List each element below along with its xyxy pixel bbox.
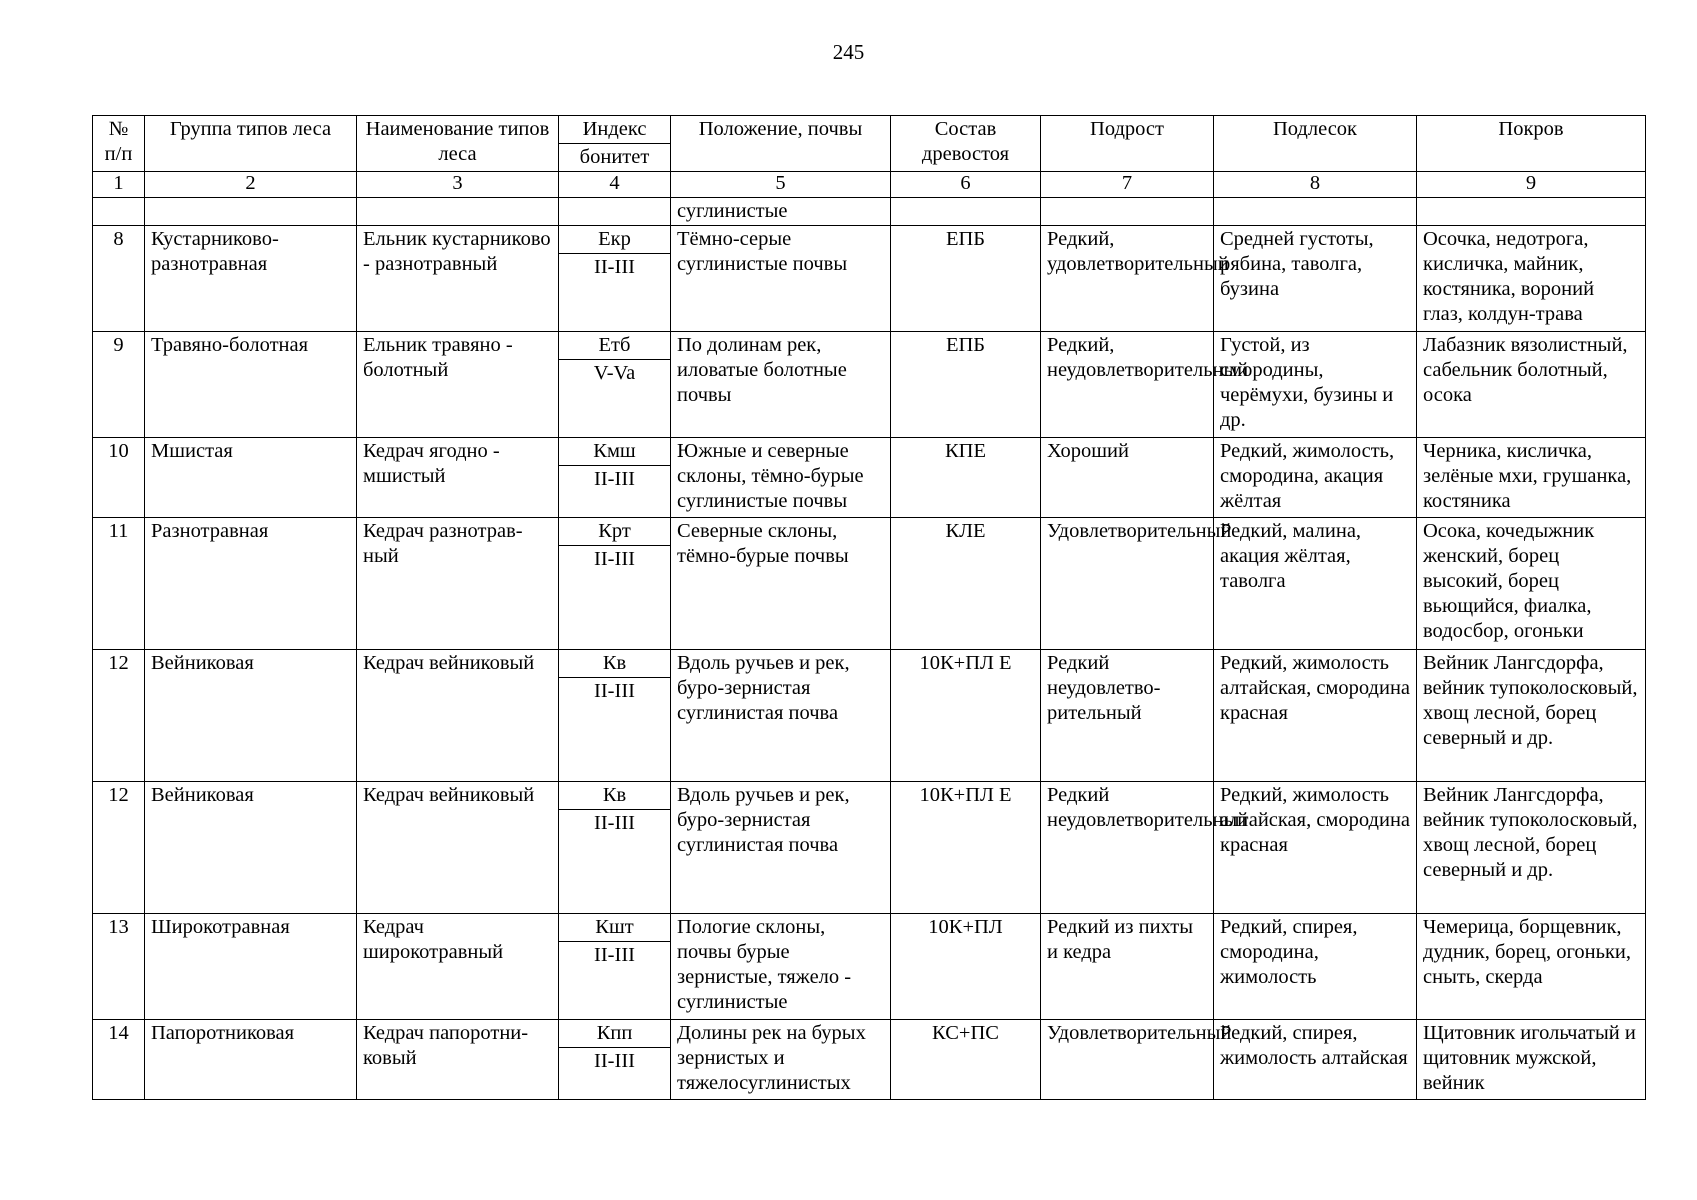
header-soil: Положение, почвы <box>671 116 891 172</box>
row-number: 11 <box>93 518 145 650</box>
forest-type-name: Кедрач разнотрав-ный <box>357 518 559 650</box>
table-row <box>93 650 1646 678</box>
forest-type-name: Ельник травяно - болотный <box>357 332 559 438</box>
soil-position: Южные и северные склоны, тёмно-бурые суглинистые почвы <box>671 438 891 518</box>
underwood: Редкий, спирея, смородина, жимолость <box>1214 914 1417 1020</box>
empty-cell <box>93 198 145 226</box>
empty-cell <box>891 198 1041 226</box>
bonitet: V-Va <box>559 360 671 438</box>
bonitet: II-III <box>559 546 671 650</box>
forest-type-name: Кедрач вейниковый <box>357 782 559 914</box>
soil-position: Долины рек на бурых зернистых и тяжелосуглинистых <box>671 1020 891 1100</box>
empty-cell <box>1041 198 1214 226</box>
header-cover: Покров <box>1417 116 1646 172</box>
soil-position: По долинам рек, иловатые болотные почвы <box>671 332 891 438</box>
header-underwood: Подлесок <box>1214 116 1417 172</box>
ground-cover: Осочка, недотрога, кисличка, майник, костяника, вороний глаз, колдун-трава <box>1417 226 1646 332</box>
ground-cover: Щитовник игольчатый и щитовник мужской, вейник <box>1417 1020 1646 1100</box>
stand-composition: ЕПБ <box>891 332 1041 438</box>
header-index: Индекс <box>559 116 671 144</box>
stand-composition: 10К+ПЛ Е <box>891 650 1041 782</box>
forest-group: Вейниковая <box>145 650 357 782</box>
table-body <box>93 226 1646 1100</box>
header-num: № п/п <box>93 116 145 172</box>
soil-position: Тёмно-серые суглинистые почвы <box>671 226 891 332</box>
stand-composition: 10К+ПЛ <box>891 914 1041 1020</box>
bonitet: II-III <box>559 678 671 782</box>
bonitet: II-III <box>559 254 671 332</box>
row-number: 13 <box>93 914 145 1020</box>
stand-composition: КС+ПС <box>891 1020 1041 1100</box>
undergrowth: Редкий из пихты и кедра <box>1041 914 1214 1020</box>
ground-cover: Чемерица, борщевник, дудник, борец, огоньки, сныть, скерда <box>1417 914 1646 1020</box>
underwood: Редкий, жимолость алтайская, смородина красная <box>1214 650 1417 782</box>
table-row <box>93 782 1646 810</box>
row-number: 9 <box>93 332 145 438</box>
row-number: 12 <box>93 650 145 782</box>
empty-cell <box>1214 198 1417 226</box>
header-composition: Состав древостоя <box>891 116 1041 172</box>
column-number-row <box>93 172 1646 198</box>
soil-position: Вдоль ручьев и рек, буро-зернистая суглинистая почва <box>671 782 891 914</box>
forest-type-name: Кедрач широкотравный <box>357 914 559 1020</box>
undergrowth: Редкий, неудовлетворительный <box>1041 332 1214 438</box>
row-number: 14 <box>93 1020 145 1100</box>
empty-cell <box>559 198 671 226</box>
forest-group: Мшистая <box>145 438 357 518</box>
column-number: 7 <box>1041 172 1214 198</box>
row-number: 12 <box>93 782 145 914</box>
forest-index: Кмш <box>559 438 671 466</box>
forest-types-table <box>92 115 1646 1100</box>
underwood: Средней густоты, рябина, таволга, бузина <box>1214 226 1417 332</box>
forest-type-name: Ельник кустарниково - разнотравный <box>357 226 559 332</box>
column-number: 2 <box>145 172 357 198</box>
ground-cover: Осока, кочедыжник женский, борец высокий, борец вьющийся, фиалка, водосбор, огоньки <box>1417 518 1646 650</box>
stand-composition: ЕПБ <box>891 226 1041 332</box>
soil-position: Северные склоны, тёмно-бурые почвы <box>671 518 891 650</box>
column-number: 6 <box>891 172 1041 198</box>
table-row <box>93 518 1646 546</box>
undergrowth: Редкий неудовлетво-рительный <box>1041 650 1214 782</box>
bonitet: II-III <box>559 942 671 1020</box>
stand-composition: 10К+ПЛ Е <box>891 782 1041 914</box>
ground-cover: Лабазник вязолистный, сабельник болотный, осока <box>1417 332 1646 438</box>
undergrowth: Редкий неудовлетворительный <box>1041 782 1214 914</box>
empty-cell <box>357 198 559 226</box>
header-group: Группа типов леса <box>145 116 357 172</box>
page-number: 245 <box>832 40 865 64</box>
bonitet: II-III <box>559 466 671 518</box>
forest-group: Папоротниковая <box>145 1020 357 1100</box>
column-number: 9 <box>1417 172 1646 198</box>
empty-cell <box>1417 198 1646 226</box>
forest-index: Кшт <box>559 914 671 942</box>
table-row <box>93 438 1646 466</box>
bonitet: II-III <box>559 810 671 914</box>
ground-cover: Вейник Лангсдорфа, вейник тупоколосковый, хвощ лесной, борец северный и др. <box>1417 782 1646 914</box>
forest-index: Екр <box>559 226 671 254</box>
underwood: Густой, из смородины, черёмухи, бузины и др. <box>1214 332 1417 438</box>
column-number: 8 <box>1214 172 1417 198</box>
stand-composition: КЛЕ <box>891 518 1041 650</box>
forest-type-name: Кедрач ягодно - мшистый <box>357 438 559 518</box>
soil-position: Пологие склоны, почвы бурые зернистые, тяжело - суглинистые <box>671 914 891 1020</box>
forest-type-name: Кедрач папоротни-ковый <box>357 1020 559 1100</box>
forest-index: Кв <box>559 650 671 678</box>
soil-position: Вдоль ручьев и рек, буро-зернистая суглинистая почва <box>671 650 891 782</box>
forest-group: Широкотравная <box>145 914 357 1020</box>
undergrowth: Хороший <box>1041 438 1214 518</box>
header-bonitet: бонитет <box>559 144 671 172</box>
undergrowth: Удовлетворительный <box>1041 1020 1214 1100</box>
underwood: Редкий, жимолость алтайская, смородина красная <box>1214 782 1417 914</box>
table-row <box>93 332 1646 360</box>
forest-type-name: Кедрач вейниковый <box>357 650 559 782</box>
forest-group: Вейниковая <box>145 782 357 914</box>
underwood: Редкий, жимолость, смородина, акация жёлтая <box>1214 438 1417 518</box>
ground-cover: Черника, кисличка, зелёные мхи, грушанка, костяника <box>1417 438 1646 518</box>
bonitet: II-III <box>559 1048 671 1100</box>
header-row <box>93 116 1646 144</box>
column-number: 5 <box>671 172 891 198</box>
underwood: Редкий, спирея, жимолость алтайская <box>1214 1020 1417 1100</box>
forest-index: Крт <box>559 518 671 546</box>
row-number: 10 <box>93 438 145 518</box>
forest-group: Разнотравная <box>145 518 357 650</box>
row-number: 8 <box>93 226 145 332</box>
continuation-row <box>93 198 1646 226</box>
forest-group: Кустарниково-разнотравная <box>145 226 357 332</box>
ground-cover: Вейник Лангсдорфа, вейник тупоколосковый, хвощ лесной, борец северный и др. <box>1417 650 1646 782</box>
underwood: Редкий, малина, акация жёлтая, таволга <box>1214 518 1417 650</box>
forest-group: Травяно-болотная <box>145 332 357 438</box>
empty-cell <box>145 198 357 226</box>
undergrowth: Редкий, удовлетворительный <box>1041 226 1214 332</box>
forest-index: Кв <box>559 782 671 810</box>
table-row <box>93 1020 1646 1048</box>
continuation-soil: суглинистые <box>671 198 891 226</box>
column-number: 1 <box>93 172 145 198</box>
forest-index: Кпп <box>559 1020 671 1048</box>
header-undergrowth: Подрост <box>1041 116 1214 172</box>
column-number: 3 <box>357 172 559 198</box>
table-row <box>93 226 1646 254</box>
column-number: 4 <box>559 172 671 198</box>
header-name: Наименование типов леса <box>357 116 559 172</box>
undergrowth: Удовлетворительный <box>1041 518 1214 650</box>
table-row <box>93 914 1646 942</box>
stand-composition: КПЕ <box>891 438 1041 518</box>
forest-index: Етб <box>559 332 671 360</box>
